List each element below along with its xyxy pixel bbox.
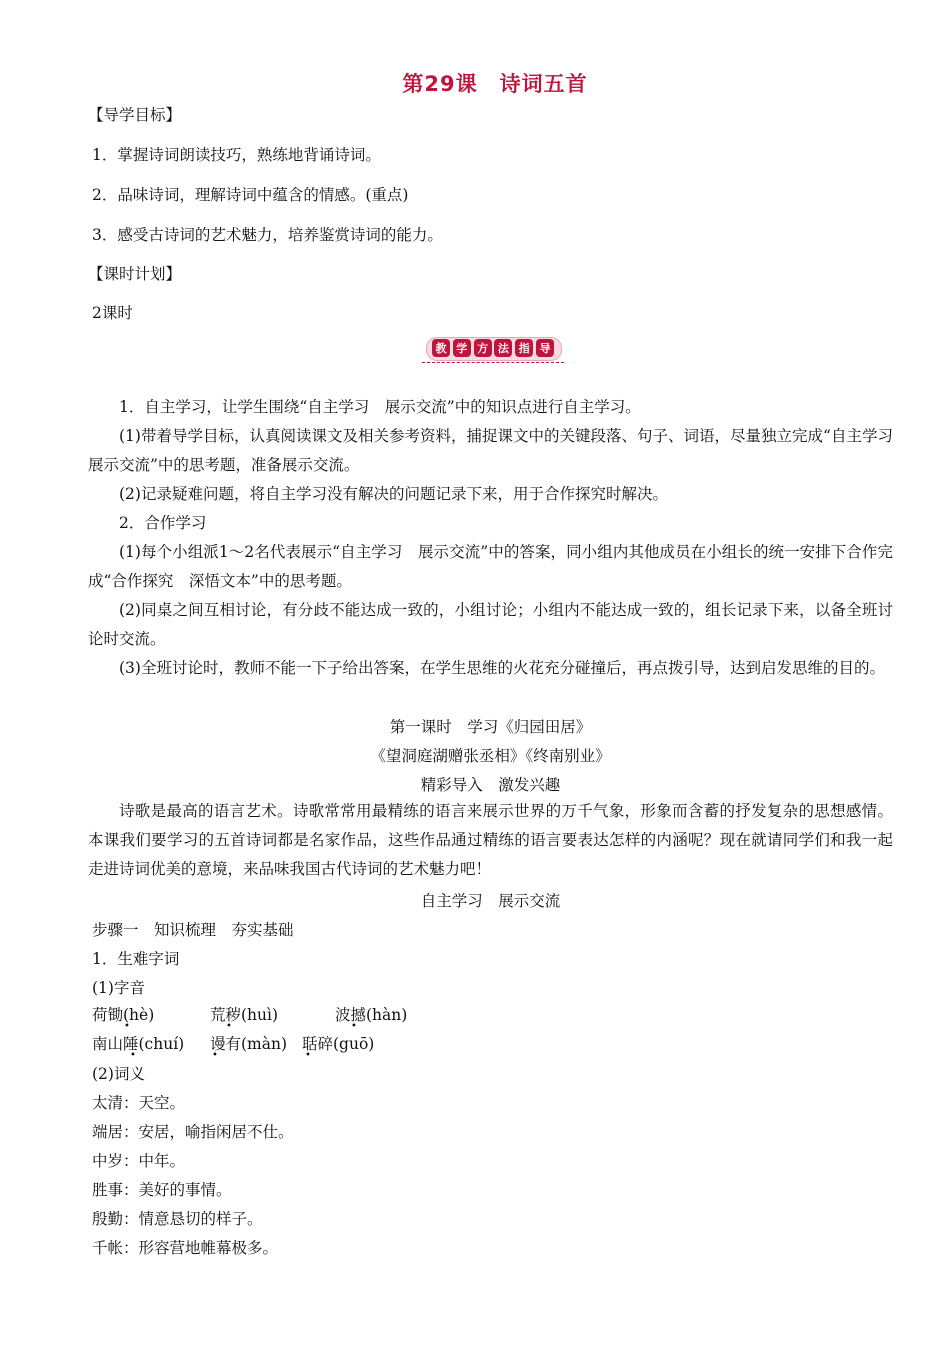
banner-char: 法 xyxy=(494,339,512,357)
goals-heading: 【导学目标】 xyxy=(88,106,182,124)
meaning-entry: 殷勤：情意恳切的样子。 xyxy=(92,1210,263,1228)
emphasis-dot: • xyxy=(130,1050,136,1061)
meaning-entry: 胜事：美好的事情。 xyxy=(92,1181,232,1199)
banner-char: 指 xyxy=(515,339,533,357)
goal-item-2: 2．品味诗词，理解诗词中蕴含的情感。(重点) xyxy=(92,186,409,204)
goal-item-3: 3．感受古诗词的艺术魅力，培养鉴赏诗词的能力。 xyxy=(92,226,443,244)
plan-heading: 【课时计划】 xyxy=(88,265,182,283)
intro-text: 诗歌是最高的语言艺术。诗歌常常用最精练的语言来展示世界的万千气象，形象而含蓄的抒发复杂的思想感情。本课我们要学习的五首诗词都是名家作品，这些作品通过精练的语言要表达怎样的内涵呢？现在就请同学们和我一起走进诗词优美的意境，来品味我国古代诗词的艺术魅力吧！ xyxy=(88,802,893,878)
intro-heading: 精彩导入 激发兴趣 xyxy=(420,776,561,794)
lesson1-heading: 第一课时 学习《归园田居》 xyxy=(389,718,592,736)
method-item-1a: (1)带着导学目标，认真阅读课文及相关参考资料，捕捉课文中的关键段落、句子、词语，尽量独立完成“自主学习 展示交流”中的思考题，准备展示交流。 xyxy=(88,427,909,474)
goal-item-1: 1．掌握诗词朗读技巧，熟练地背诵诗词。 xyxy=(92,146,381,164)
method-item-2c: (3)全班讨论时，教师不能一下子给出答案，在学生思维的火花充分碰撞后，再点拨引导，达到启发思维的目的。 xyxy=(119,659,885,677)
method-guide-banner xyxy=(426,337,562,363)
method-item-2: 2．合作学习 xyxy=(119,514,207,532)
vocab-heading: 1．生难字词 xyxy=(92,950,180,968)
banner-char: 方 xyxy=(474,339,492,357)
pronunciation-entry: 波撼(hàn) xyxy=(335,1006,408,1024)
banner-char: 导 xyxy=(536,339,554,357)
pronunciation-entry: 谩有(màn) xyxy=(210,1035,288,1053)
pronunciation-heading: (1)字音 xyxy=(92,979,145,997)
emphasis-dot: • xyxy=(351,1021,357,1032)
emphasis-dot: • xyxy=(124,1021,130,1032)
meaning-entry: 端居：安居，喻指闲居不仕。 xyxy=(92,1123,294,1141)
plan-value: 2课时 xyxy=(92,304,133,322)
pronunciation-entry: 荒秽(huì) xyxy=(210,1006,279,1024)
method-item-2a: (1)每个小组派1～2名代表展示“自主学习 展示交流”中的答案，同小组内其他成员在小组长的统一安排下合作完成“合作探究 深悟文本”中的思考题。 xyxy=(88,543,893,590)
lesson1-subheading: 《望洞庭湖赠张丞相》《终南别业》 xyxy=(370,747,611,765)
step-one-heading: 步骤一 知识梳理 夯实基础 xyxy=(92,921,294,939)
banner-char: 学 xyxy=(453,339,471,357)
emphasis-dot: • xyxy=(305,1050,311,1061)
pronunciation-entry: 荷锄(hè) xyxy=(92,1006,155,1024)
lesson-title: 第29课 诗词五首 xyxy=(402,72,588,96)
emphasis-dot: • xyxy=(212,1050,218,1061)
banner-underline xyxy=(422,362,564,363)
pronunciation-entry: 聒碎(guō) xyxy=(302,1035,375,1053)
meaning-entry: 千帐：形容营地帷幕极多。 xyxy=(92,1239,279,1257)
method-item-1: 1．自主学习，让学生围绕“自主学习 展示交流”中的知识点进行自主学习。 xyxy=(119,398,641,416)
emphasis-dot: • xyxy=(226,1021,232,1032)
method-item-2b: (2)同桌之间互相讨论，有分歧不能达成一致的，小组讨论；小组内不能达成一致的，组长记录下来，以备全班讨论时交流。 xyxy=(88,601,893,648)
banner-char: 教 xyxy=(432,339,450,357)
pronunciation-entry: 南山陲(chuí) xyxy=(92,1035,185,1053)
method-item-1b: (2)记录疑难问题，将自主学习没有解决的问题记录下来，用于合作探究时解决。 xyxy=(119,485,668,503)
meaning-entry: 中岁：中年。 xyxy=(92,1152,186,1170)
self-study-heading: 自主学习 展示交流 xyxy=(420,892,561,910)
meaning-entry: 太清：天空。 xyxy=(92,1094,186,1112)
meaning-heading: (2)词义 xyxy=(92,1065,145,1083)
